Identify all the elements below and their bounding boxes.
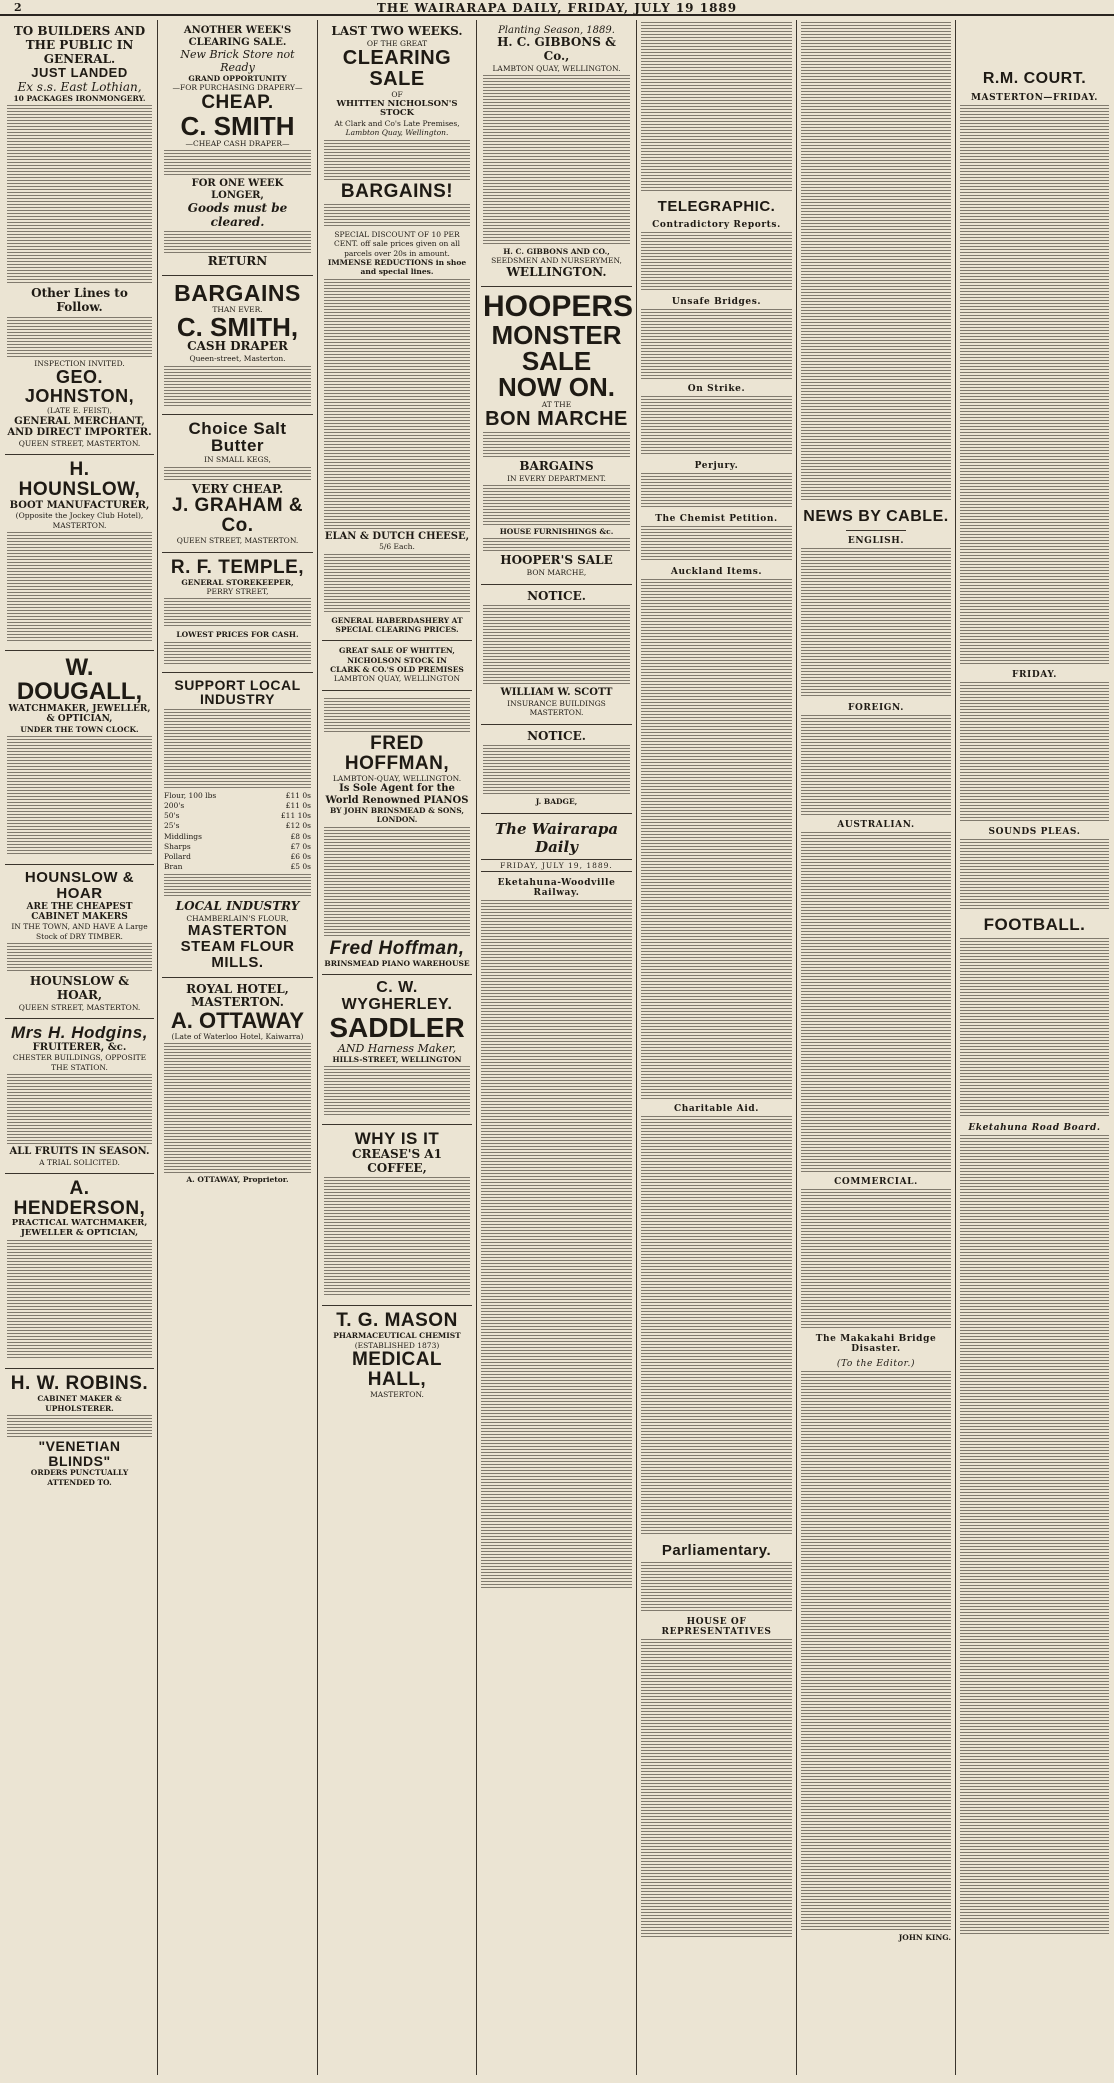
column-4 xyxy=(478,20,635,2075)
ad-footer: A. OTTAWAY, Proprietor. xyxy=(186,1175,289,1185)
ad-badge xyxy=(481,725,632,814)
ad-last-two-weeks xyxy=(322,20,472,641)
ad-name: ROYAL HOTEL, MASTERTON. xyxy=(186,981,289,1010)
ad-role: PRACTICAL WATCHMAKER, JEWELLER & OPTICIAN, xyxy=(11,1217,148,1238)
ad-name: GEO. JOHNSTON, xyxy=(24,367,135,407)
ad-body-text xyxy=(324,204,470,228)
ad-place: LAMBTON-QUAY, WELLINGTON. xyxy=(332,773,462,783)
ad-hall: MEDICAL HALL, xyxy=(351,1349,443,1391)
ad-body-text xyxy=(7,317,152,357)
ad-fclose: BON MARCHE, xyxy=(526,568,587,578)
ad-hounslow-hoar xyxy=(5,865,154,1019)
ad-low: LOWEST PRICES FOR CASH. xyxy=(176,630,299,640)
article-text xyxy=(801,22,951,502)
ad-name: C. W. WYGHERLEY. xyxy=(341,979,453,1013)
ad-role: CABINET MAKER & UPHOLSTERER. xyxy=(37,1394,122,1413)
ad-sub: IN SMALL KEGS, xyxy=(204,455,271,465)
ad-role: —CHEAP CASH DRAPER— xyxy=(185,138,290,148)
ad-headline: NOTICE. xyxy=(527,588,586,603)
article-headline: Eketahuna-Woodville Railway. xyxy=(497,877,616,898)
ad-salt-butter xyxy=(162,415,313,553)
ad-place: QUEEN STREET, MASTERTON. xyxy=(18,1002,141,1012)
ad-body-text xyxy=(324,698,470,732)
ad-mill: MASTERTON STEAM FLOUR MILLS. xyxy=(180,922,295,971)
ad-body-text xyxy=(7,1240,152,1360)
ad-role: BOOT MANUFACTURER, xyxy=(9,499,150,511)
article-headline: COMMERCIAL. xyxy=(834,1177,918,1187)
article-text xyxy=(641,579,792,1099)
paper-name: The Wairarapa Daily xyxy=(494,819,619,856)
ad-place: UNDER THE TOWN CLOCK. xyxy=(20,724,139,734)
ad-name: W. DOUGALL, xyxy=(16,654,143,706)
section-heading: R.M. COURT. xyxy=(982,70,1087,87)
article-text xyxy=(641,473,792,509)
price-row: Bran £5 0s xyxy=(164,861,311,871)
ad-robins xyxy=(5,1369,154,1493)
ad-foot2: BRINSMEAD PIANO WAREHOUSE xyxy=(324,958,470,968)
ad-headline: LAST TWO WEEKS. xyxy=(331,24,463,38)
ad-headline: GREAT SALE OF WHITTEN, NICHOLSON STOCK IN xyxy=(339,646,455,665)
price-row: 50's £11 10s xyxy=(164,811,311,821)
ad-sub: (Opposite the Jockey Club Hotel), MASTERTON. xyxy=(15,511,144,530)
section-heading: TELEGRAPHIC. xyxy=(657,198,776,215)
article-text xyxy=(641,1639,792,1939)
ad-place: MASTERTON. xyxy=(529,708,584,718)
ad-role: PHARMACEUTICAL CHEMIST xyxy=(333,1331,461,1341)
ad-headline: SUPPORT LOCAL INDUSTRY xyxy=(174,676,301,708)
ad-sale: CLEARING SALE xyxy=(342,47,452,91)
ad-role: INSURANCE BUILDINGS xyxy=(507,698,606,708)
ad-local-industry xyxy=(162,673,313,978)
ad-name: A. HENDERSON, xyxy=(13,1177,146,1219)
ad-name: FRED HOFFMAN, xyxy=(344,732,450,774)
column-rule xyxy=(317,20,318,2075)
ad-great-sale xyxy=(322,641,472,691)
ad-return: RETURN xyxy=(207,254,268,269)
ad-bargains: BARGAINS! xyxy=(340,180,454,202)
ad-royal-hotel xyxy=(162,978,313,1191)
article-text xyxy=(960,682,1109,822)
ad-name: WILLIAM W. SCOTT xyxy=(500,687,613,699)
article-headline: Eketahuna Road Board. xyxy=(968,1123,1101,1133)
ad-footer: Fred Hoffman, xyxy=(329,937,465,959)
ad-special: SPECIAL DISCOUNT OF 10 PER CENT. off sale prices given on all parcels over 20s in amount. xyxy=(334,229,460,258)
ad-body-text xyxy=(164,150,311,176)
ad-name: T. G. MASON xyxy=(336,1310,458,1332)
ad-name: HOUNSLOW & HOAR xyxy=(24,869,135,902)
ad-place: LAMBTON QUAY, WELLINGTON. xyxy=(492,63,621,73)
ad-headline: Choice Salt Butter xyxy=(188,418,287,456)
ad-body-text xyxy=(324,140,470,180)
price-row: 200's £11 0s xyxy=(164,801,311,811)
article-body xyxy=(481,900,632,1590)
ad-pay: HOUSE FURNISHINGS &c. xyxy=(499,527,614,537)
ad-name: H. HOUNSLOW, xyxy=(18,458,141,500)
ad-role: ARE THE CHEAPEST CABINET MAKERS xyxy=(26,901,133,922)
section-heading: NEWS BY CABLE. xyxy=(803,508,949,525)
article-headline: Contradictory Reports. xyxy=(652,220,781,230)
article-text xyxy=(481,900,632,1590)
ad-very: VERY CHEAP. xyxy=(191,481,284,496)
ad-of2: OF xyxy=(391,90,403,100)
ad-cont: GRAND OPPORTUNITY xyxy=(188,74,287,83)
ad-body-text xyxy=(7,736,152,856)
ad-town: WELLINGTON. xyxy=(506,264,607,279)
ad-body-text xyxy=(324,1066,470,1116)
ad-body-text xyxy=(7,105,152,285)
column-rule xyxy=(796,20,797,2075)
ad-whom: WHITTEN NICHOLSON'S STOCK xyxy=(336,98,458,119)
ad-street: HILLS-STREET, WELLINGTON xyxy=(332,1054,462,1064)
ad-name: CREASE'S A1 COFFEE, xyxy=(352,1146,442,1175)
column-rule xyxy=(955,20,956,2075)
article-headline: The Makakahi Bridge Disaster. xyxy=(815,1334,937,1354)
ad-trial: A TRIAL SOLICITED. xyxy=(39,1157,120,1167)
paper-date: FRIDAY, JULY 19, 1889. xyxy=(481,859,632,872)
ad-name: C. SMITH, xyxy=(176,312,299,343)
article-headline: AUSTRALIAN. xyxy=(837,820,915,830)
ad-sub: AND Harness Maker, xyxy=(337,1041,457,1055)
ad-cheap: CHEAP. xyxy=(201,91,274,113)
article-headline: On Strike. xyxy=(687,384,746,394)
article-text xyxy=(960,1135,1109,1935)
ad-name: R. F. TEMPLE, xyxy=(170,556,305,578)
ad-place: LAMBTON QUAY, WELLINGTON xyxy=(333,674,461,684)
ad-body-text xyxy=(164,598,311,628)
ad-sub: ORDERS PUNCTUALLY ATTENDED TO. xyxy=(30,1468,129,1487)
ad-prop: A. OTTAWAY xyxy=(170,1008,305,1034)
article-text xyxy=(641,232,792,292)
column-2 xyxy=(159,20,316,2075)
price-row: Middlings £8 0s xyxy=(164,831,311,841)
ad-smith-bargains xyxy=(162,276,313,415)
ad-at: AT THE xyxy=(541,399,572,409)
article-text xyxy=(641,1116,792,1536)
ad-builders xyxy=(5,20,154,455)
ad-footer: ALL FRUITS IN SEASON. xyxy=(9,1146,150,1158)
ad-headline: TO BUILDERS AND THE PUBLIC IN GENERAL. xyxy=(13,24,146,66)
price-row: 25's £12 0s xyxy=(164,821,311,831)
ad-tag: "VENETIAN BLINDS" xyxy=(38,1438,121,1469)
ad-body-text xyxy=(483,75,630,245)
column-rule xyxy=(636,20,637,2075)
ad-body-text xyxy=(483,485,630,525)
column-3 xyxy=(319,20,475,2075)
ad-body-text xyxy=(324,827,470,937)
ad-ship: Ex s.s. East Lothian, xyxy=(17,80,142,95)
ad-crease-coffee xyxy=(322,1125,472,1306)
article-headline: The Chemist Petition. xyxy=(655,514,778,524)
ad-at: At Clark and Co's Late Premises, xyxy=(334,119,460,129)
ad-late: (Late of Waterloo Hotel, Kaiwarra) xyxy=(171,1032,304,1042)
article-headline: Charitable Aid. xyxy=(673,1104,760,1114)
article-headline: FRIDAY. xyxy=(1011,670,1058,680)
ad-role: SEEDSMEN AND NURSERYMEN, xyxy=(491,256,622,266)
column-1 xyxy=(2,20,157,2075)
column-5 xyxy=(638,20,795,2075)
ad-line: 10 PACKAGES IRONMONGERY. xyxy=(13,94,146,104)
ad-body-text xyxy=(164,231,311,253)
ad-headline: Planting Season, 1889. xyxy=(498,25,615,36)
ad-role: CASH DRAPER xyxy=(187,339,288,354)
letter-signature: JOHN KING. xyxy=(898,1933,951,1942)
ad-name: C. SMITH xyxy=(180,110,295,141)
ad-name: H. C. GIBBONS & Co., xyxy=(497,35,616,63)
ad-note: IMMENSE REDUCTIONS in shoe and special lines. xyxy=(327,257,467,277)
ad-cheese: ELAN & DUTCH CHEESE, xyxy=(324,530,470,542)
article-headline: ENGLISH. xyxy=(847,536,905,546)
ad-role: SADDLER xyxy=(329,1011,465,1043)
ad-dept: IN EVERY DEPARTMENT. xyxy=(507,473,606,483)
ad-footer: H. C. GIBBONS AND CO., xyxy=(503,246,610,256)
ad-place: Queen-street, Masterton. xyxy=(189,354,286,364)
ad-price: 5/6 Each. xyxy=(379,542,415,552)
ad-headline: BARGAINS xyxy=(174,279,301,306)
ad-body-text xyxy=(483,432,630,458)
ad-haberdashery: GENERAL HABERDASHERY AT SPECIAL CLEARING PRICES. xyxy=(331,615,463,634)
section-heading: FOOTBALL. xyxy=(983,915,1086,934)
ad-hoffman xyxy=(322,691,472,975)
column-6 xyxy=(798,20,954,2075)
ad-sale: SALE xyxy=(521,345,592,376)
ad-body-text xyxy=(324,279,470,529)
article-text xyxy=(960,105,1109,665)
ad-place: MASTERTON. xyxy=(370,1390,424,1400)
ad-place: QUEEN STREET, MASTERTON. xyxy=(18,438,141,448)
page-number: 2 xyxy=(14,1,22,14)
ad-gibbons xyxy=(481,20,632,287)
ad-than: THAN EVER. xyxy=(212,305,263,314)
article-text xyxy=(801,832,951,1172)
ad-body-text xyxy=(324,1177,470,1297)
ad-temple xyxy=(162,553,313,673)
price-row: Pollard £6 0s xyxy=(164,851,311,861)
ad-place: Lambton Quay, Wellington. xyxy=(345,128,449,138)
ad-headline: HOOPERS xyxy=(483,289,634,323)
column-rule xyxy=(157,20,158,2075)
ad-body-text xyxy=(7,1074,152,1144)
ad-body-text xyxy=(7,532,152,642)
article-text xyxy=(641,22,792,192)
ad-body-text xyxy=(7,1415,152,1437)
ad-store: BON MARCHE xyxy=(485,407,628,430)
article-headline: FOREIGN. xyxy=(847,703,905,713)
ad-body-text xyxy=(164,467,311,481)
ad-street: PERRY STREET, xyxy=(206,586,269,596)
ad-hounslow-boots xyxy=(5,455,154,651)
ad-sub: MONSTER xyxy=(491,319,622,350)
ad-place: CHESTER BUILDINGS, OPPOSITE THE STATION. xyxy=(12,1053,147,1072)
article-subheadline: (To the Editor.) xyxy=(836,1359,916,1369)
ad-scott xyxy=(481,585,632,725)
ad-footer: Other Lines to Follow. xyxy=(31,286,128,315)
ad-body-text xyxy=(164,709,311,789)
divider xyxy=(846,530,906,531)
ad-name: Mrs H. Hodgins, xyxy=(11,1023,148,1042)
section-heading: Parliamentary. xyxy=(661,1542,772,1559)
ad-role: Is Sole Agent for the World Renowned PIANOS xyxy=(325,783,469,806)
paper-banner xyxy=(481,820,632,872)
article-text xyxy=(801,1189,951,1329)
ad-name: J. GRAHAM & Co. xyxy=(171,495,304,537)
article-text xyxy=(641,526,792,562)
article-text xyxy=(641,309,792,379)
ad-now: NOW ON. xyxy=(498,371,615,402)
ad-local: LOCAL INDUSTRY xyxy=(175,899,300,914)
ad-makers: BY JOHN BRINSMEAD & SONS, LONDON. xyxy=(329,806,465,825)
ad-sub: IN THE TOWN, AND HAVE A Large Stock of DRY TIMBER. xyxy=(11,922,148,941)
ad-headline: ANOTHER WEEK'S CLEARING SALE. xyxy=(183,25,292,48)
ad-body-text xyxy=(324,554,470,614)
ad-body-text xyxy=(7,943,152,973)
column-7 xyxy=(957,20,1112,2075)
ad-dougall xyxy=(5,651,154,865)
article-text xyxy=(641,396,792,456)
ad-name: H. W. ROBINS. xyxy=(10,1373,149,1395)
ad-footer: HOUNSLOW & HOAR, xyxy=(29,974,130,1002)
ad-sub: (ESTABLISHED 1873) xyxy=(354,1340,440,1350)
ad-sub: CLARK & CO.'S OLD PREMISES xyxy=(330,665,464,675)
ad-sub: New Brick Store not Ready xyxy=(180,48,295,74)
ad-role: FRUITERER, &c. xyxy=(32,1041,127,1053)
article-text xyxy=(801,715,951,815)
ad-hoopers xyxy=(481,287,632,585)
ad-role: GENERAL STOREKEEPER, xyxy=(181,577,294,587)
article-headline: SOUNDS PLEAS. xyxy=(988,827,1081,837)
ad-hodgins xyxy=(5,1019,154,1174)
masthead xyxy=(0,0,1114,16)
ad-place: QUEEN STREET, MASTERTON. xyxy=(176,536,299,546)
ad-bargains: BARGAINS xyxy=(519,458,594,473)
article-headline: Perjury. xyxy=(694,461,739,471)
ad-body-text xyxy=(164,642,311,664)
article-subheadline: MASTERTON—FRIDAY. xyxy=(970,93,1099,103)
price-list xyxy=(164,791,311,872)
article-text xyxy=(801,548,951,698)
ad-sub: (LATE E. FEIST), xyxy=(46,406,113,416)
ad-body-text xyxy=(164,366,311,406)
article-headline: Unsafe Bridges. xyxy=(671,297,762,307)
ad-clearing-sale xyxy=(162,20,313,276)
ad-subheadline: JUST LANDED xyxy=(31,65,128,81)
ad-body-text xyxy=(483,538,630,552)
ad-body-text xyxy=(164,1043,311,1173)
ad-of: OF THE GREAT xyxy=(366,38,428,48)
price-row: Flour, 100 lbs £11 0s xyxy=(164,791,311,801)
ad-body-text xyxy=(483,605,630,685)
ad-brand: CHAMBERLAIN'S FLOUR, xyxy=(186,913,289,923)
ad-mason xyxy=(322,1306,472,1405)
ad-role: WATCHMAKER, JEWELLER, & OPTICIAN, xyxy=(8,704,151,725)
price-row: Sharps £7 0s xyxy=(164,841,311,851)
article-text xyxy=(801,1371,951,1931)
ad-goods: Goods must be cleared. xyxy=(187,201,288,230)
article-text xyxy=(960,938,1109,1118)
ad-name: J. BADGE, xyxy=(535,797,578,807)
ad-henderson xyxy=(5,1174,154,1369)
ad-footer: HOOPER'S SALE xyxy=(500,553,613,568)
ad-role: GENERAL MERCHANT, AND DIRECT IMPORTER. xyxy=(7,415,152,439)
masthead-title: THE WAIRARAPA DAILY, FRIDAY, JULY 19 1889 xyxy=(376,1,738,15)
article-text xyxy=(960,839,1109,909)
article-headline: Auckland Items. xyxy=(670,567,763,577)
ad-body-text xyxy=(483,745,630,795)
ad-headline: NOTICE. xyxy=(527,728,586,743)
ad-for: —FOR PURCHASING DRAPERY— xyxy=(172,83,303,93)
article-text xyxy=(641,1562,792,1612)
ad-headline: WHY IS IT xyxy=(354,1129,440,1149)
column-rule xyxy=(476,20,477,2075)
article-headline: HOUSE OF REPRESENTATIVES xyxy=(661,1617,772,1637)
ad-inspect: INSPECTION INVITED. xyxy=(34,359,125,368)
ad-for2: FOR ONE WEEK LONGER, xyxy=(191,178,284,201)
ad-wygherley xyxy=(322,975,472,1125)
ad-body-text xyxy=(164,874,311,898)
